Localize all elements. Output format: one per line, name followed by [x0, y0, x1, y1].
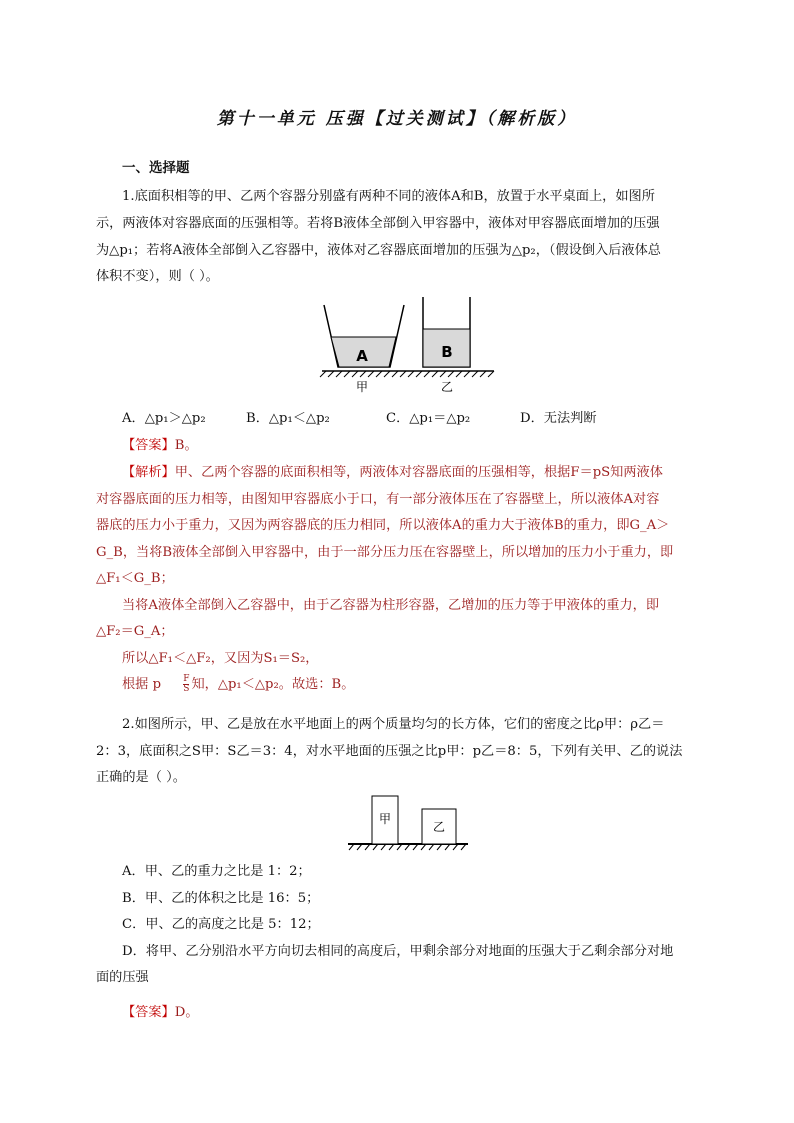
- q2-figure: [346, 792, 470, 854]
- section-heading: 一、选择题: [122, 160, 190, 176]
- q1-line: 示，两液体对容器底面的压强相等。若将B液体全部倒入甲容器中，液体对甲容器底面增加的压强: [96, 216, 660, 231]
- question-1-text: [96, 184, 702, 211]
- analysis-line: 器底的压力小于重力，又因为两容器底的压力相同，所以液体A的重力大于液体B的重力，即G_A＞: [96, 518, 670, 533]
- analysis-line: G_B，当将B液体全部倒入甲容器中，由于一部分压力压在容器壁上，所以增加的压力小于重力，即: [96, 544, 674, 560]
- page-title: 第十一单元 压强【过关测试】（解析版）: [216, 109, 578, 129]
- analysis-line: 知，△p₁＜△p₂。故选：B。: [191, 677, 355, 692]
- q1-answer: [122, 434, 198, 453]
- block-jia-label: 甲: [378, 812, 392, 826]
- q1-option-d: D．无法判断: [520, 411, 597, 426]
- q2-line: 正确的是（ ）。: [96, 770, 186, 785]
- question-2-text: [96, 712, 702, 792]
- analysis-line: 根据 p: [122, 677, 162, 692]
- liquid-b-label: B: [441, 343, 453, 361]
- q1-option-b: B．△p₁＜△p₂: [246, 411, 330, 426]
- q1-option-a: A．△p₁＞△p₂: [122, 411, 206, 426]
- answer-tag: 【答案】: [122, 1005, 175, 1020]
- q1-figure: [318, 295, 498, 395]
- q2-option-d-cont: 面的压强: [96, 970, 149, 985]
- q2-option-c: C．甲、乙的高度之比是 5：12；: [122, 917, 320, 932]
- q1-analysis: [96, 460, 702, 699]
- analysis-line: 对容器底面的压力相等，由图知甲容器底小于口，有一部分液体压在了容器壁上，所以液体A对容: [96, 491, 660, 507]
- q2-options: [96, 859, 702, 992]
- fraction-f-over-s: $\frac{F}{S}$: [183, 674, 190, 694]
- caption-jia: 甲: [355, 380, 369, 394]
- analysis-line: 当将A液体全部倒入乙容器中，由于乙容器为柱形容器，乙增加的压力等于甲液体的重力，即: [122, 597, 660, 613]
- q1-line: 1.底面积相等的甲、乙两个容器分别盛有两种不同的液体A和B，放置于水平桌面上，如图所: [122, 189, 655, 204]
- q1-line: 体积不变），则（ ）。: [96, 269, 219, 284]
- q2-option-d: D．将甲、乙分别沿水平方向切去相同的高度后，甲剩余部分对地面的压强大于乙剩余部分对地: [122, 943, 674, 959]
- q1-line: 为△p₁；若将A液体全部倒入乙容器中，液体对乙容器底面增加的压强为△p₂，（假设倒入后液体总: [96, 242, 661, 258]
- liquid-a-label: A: [356, 347, 368, 365]
- answer-value: B。: [174, 438, 198, 453]
- caption-yi: 乙: [440, 380, 454, 394]
- q1-option-c: C．△p₁＝△p₂: [386, 411, 471, 426]
- q2-line: 2.如图所示，甲、乙是放在水平地面上的两个质量均匀的长方体，它们的密度之比ρ甲：ρ乙＝: [122, 717, 665, 732]
- analysis-line: 所以△F₁＜△F₂，又因为S₁＝S₂，: [122, 650, 319, 666]
- q2-option-a: A．甲、乙的重力之比是 1：2；: [122, 864, 311, 879]
- block-yi-label: 乙: [432, 820, 446, 834]
- analysis-line: △F₂＝G_A；: [96, 624, 174, 639]
- analysis-line: 甲、乙两个容器的底面积相等，两液体对容器底面的压强相等，根据F＝pS知两液体: [174, 465, 663, 480]
- analysis-line: △F₁＜G_B；: [96, 571, 174, 586]
- answer-tag: 【答案】: [122, 438, 175, 453]
- q2-option-b: B．甲、乙的体积之比是 16：5；: [122, 890, 320, 906]
- answer-value: D。: [174, 1005, 199, 1020]
- q2-line: 2：3，底面积之S甲：S乙＝3：4，对水平地面的压强之比p甲：p乙＝8：5，下列有关甲、乙的说法: [96, 743, 683, 759]
- q2-answer: [122, 1001, 199, 1020]
- question-1-text-cont: [96, 211, 702, 291]
- analysis-tag: 【解析】: [122, 465, 175, 480]
